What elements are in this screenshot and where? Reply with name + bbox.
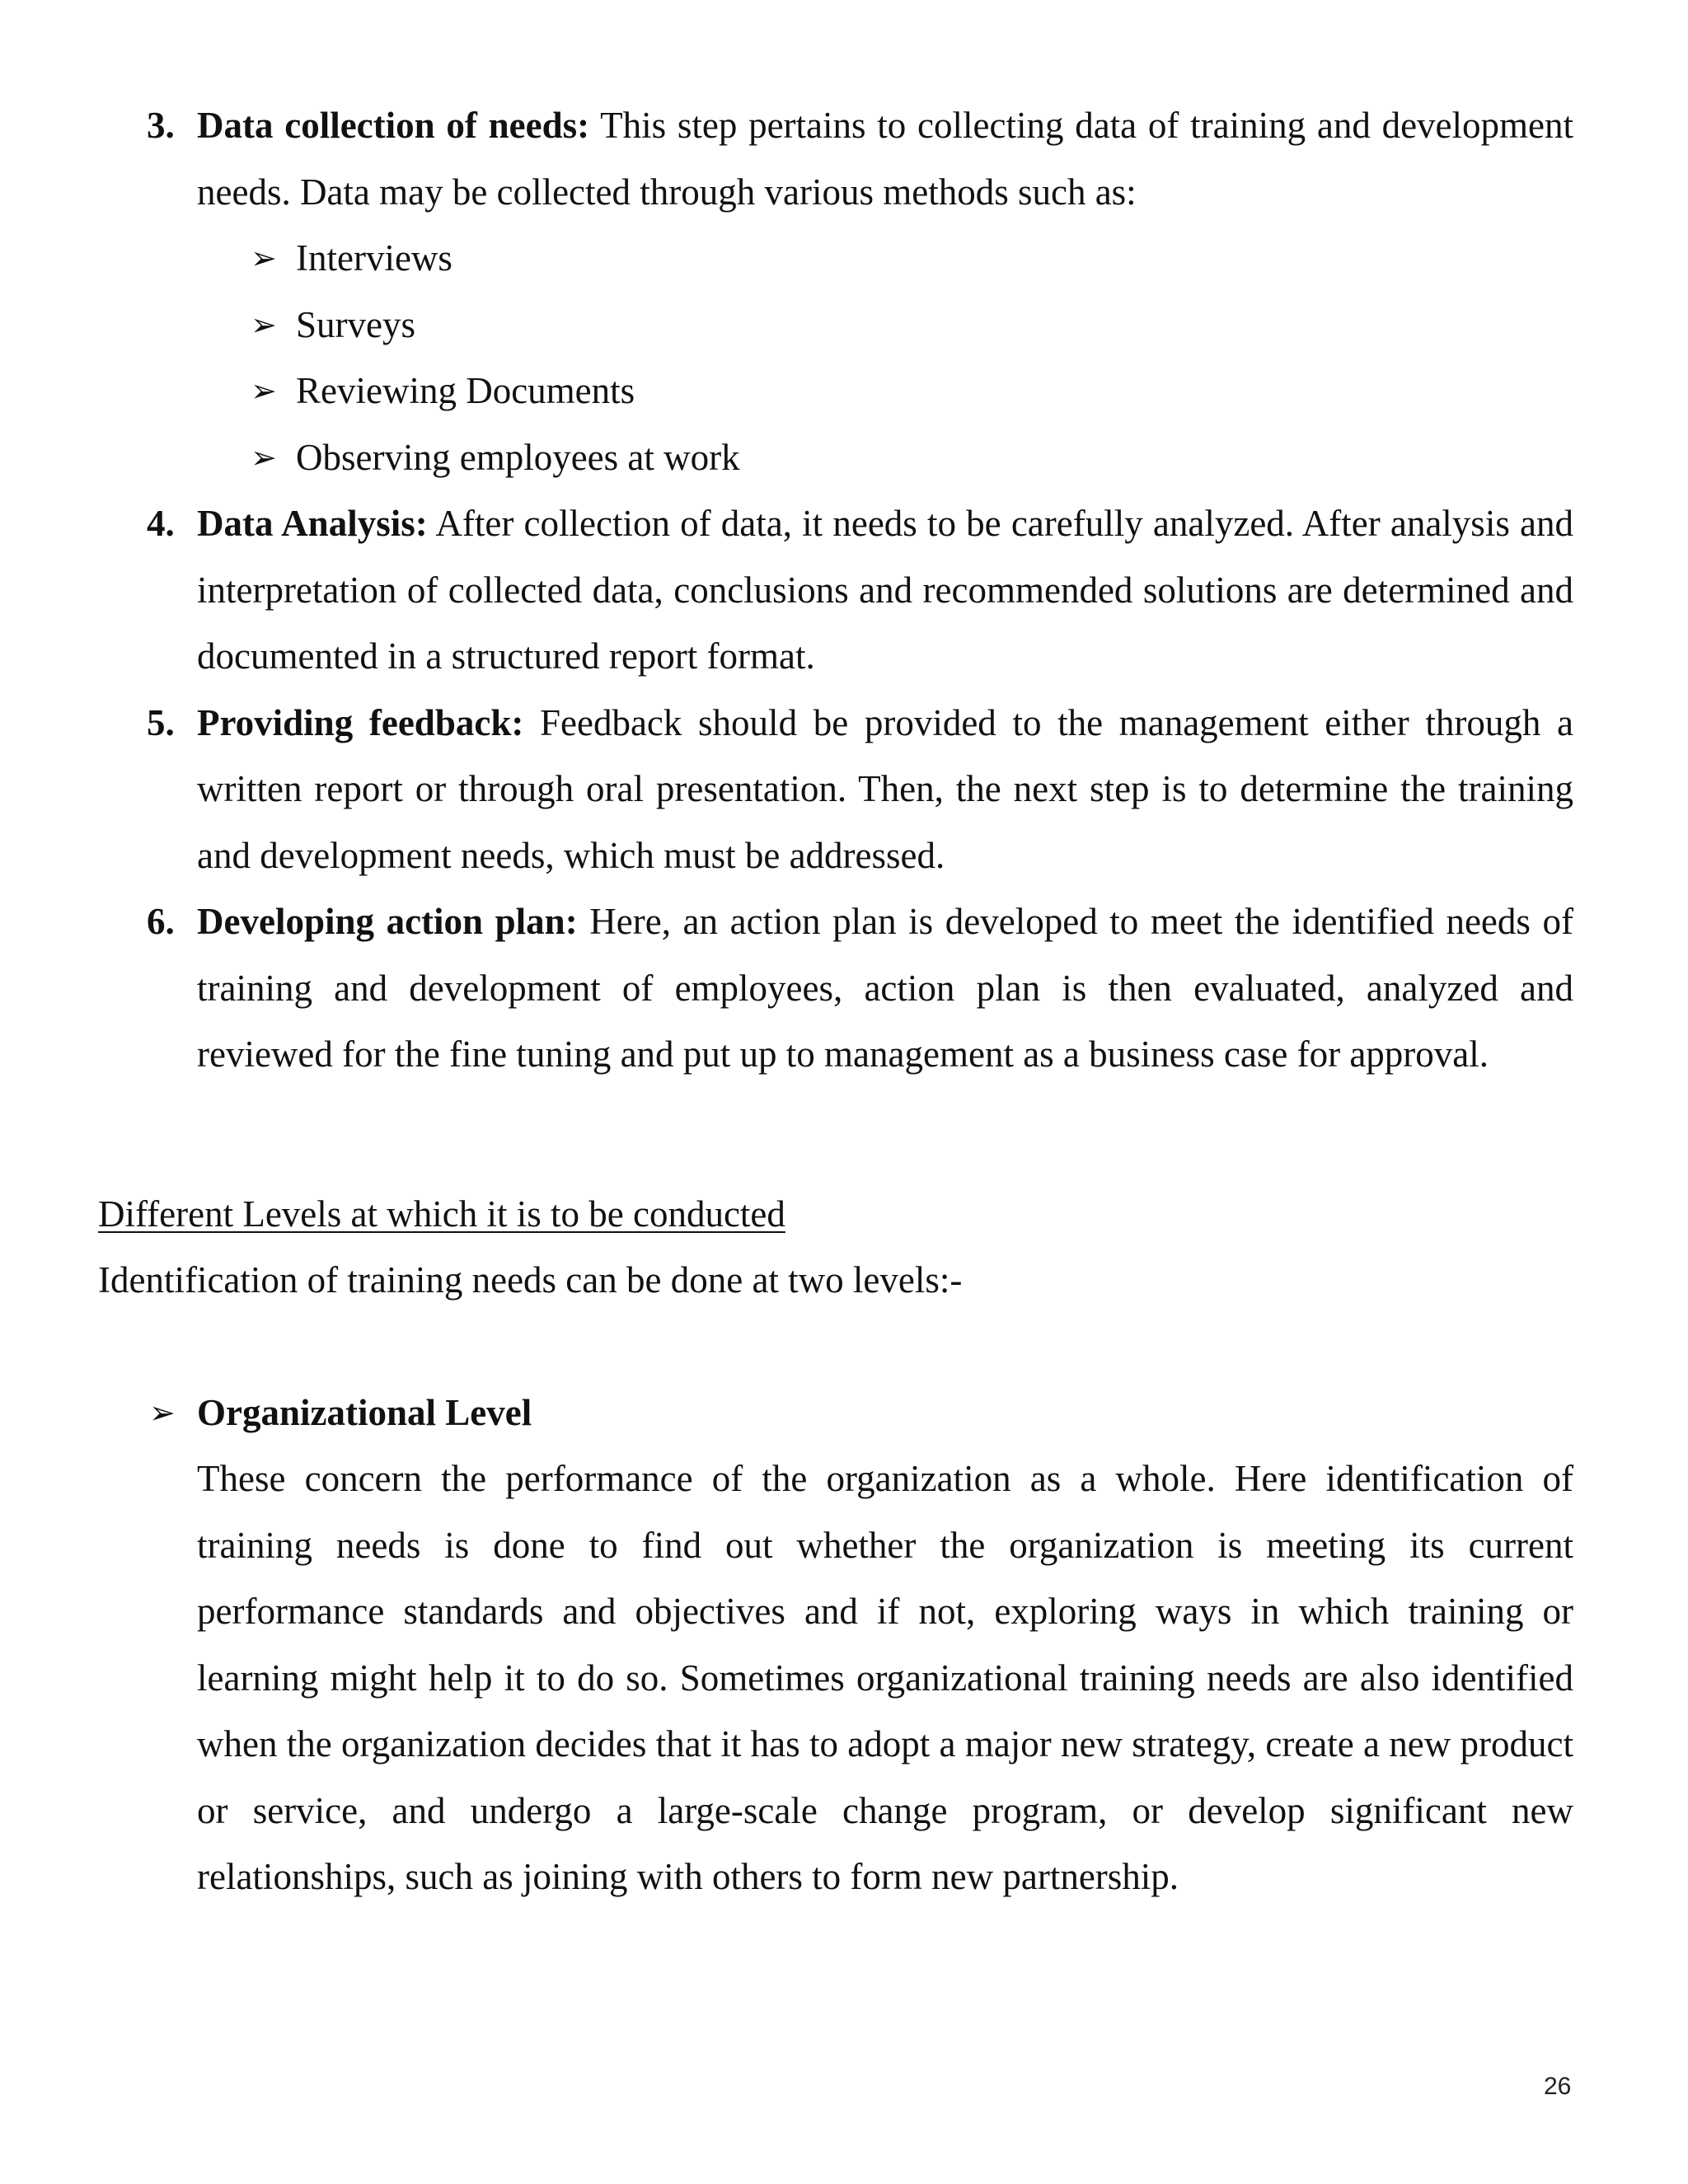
list-item-data-analysis	[98, 490, 1573, 690]
item-text: Feedback should be provided to the management either through a written report or through oral presentation. Then, the next step is to determine the training and development needs, which must be addressed.	[197, 701, 1573, 876]
bullet-text: Reviewing Documents	[296, 370, 635, 411]
item-number: 6.	[147, 901, 175, 942]
list-item-action-plan	[98, 888, 1573, 1088]
list-item-data-collection	[98, 92, 1573, 225]
item-number: 3.	[147, 105, 175, 146]
bullet-text: Interviews	[296, 237, 452, 279]
bullet-text: Surveys	[296, 303, 415, 345]
organizational-level-item	[98, 1380, 1573, 1446]
arrow-bullet-icon: ➢	[251, 373, 277, 409]
item-lead: Data collection of needs:	[197, 105, 590, 146]
page-content	[98, 92, 1573, 1910]
bullet-item	[98, 292, 1573, 359]
arrow-bullet-icon: ➢	[251, 240, 277, 276]
section-heading: Different Levels at which it is to be conducted	[98, 1193, 785, 1235]
item-lead: Providing feedback:	[197, 701, 524, 743]
item-lead: Data Analysis:	[197, 503, 428, 544]
page-number: 26	[1544, 2073, 1572, 2100]
item-number: 4.	[147, 503, 175, 544]
bullet-item	[98, 225, 1573, 292]
sub-title: Organizational Level	[197, 1391, 532, 1433]
arrow-bullet-icon: ➢	[251, 438, 277, 476]
arrow-bullet-icon: ➢	[251, 306, 277, 343]
spacer	[98, 1088, 1573, 1181]
item-text: Here, an action plan is developed to meet the identified needs of training and development of employees, action plan is then evaluated, analyzed and reviewed for the fine tuning and put up to management as a business case for approval.	[197, 901, 1573, 1075]
spacer	[98, 1314, 1573, 1380]
item-text: This step pertains to collecting data of training and development needs. Data may be collected through various methods such as:	[197, 105, 1574, 213]
arrow-bullet-icon: ➢	[149, 1394, 176, 1431]
bullet-item	[98, 424, 1573, 491]
section-intro: Identification of training needs can be done at two levels:-	[98, 1259, 963, 1301]
item-text: After collection of data, it needs to be carefully analyzed. After analysis and interpretation of collected data, conclusions and recommended solutions are determined and documented in a structured report format.	[197, 503, 1573, 677]
bullet-item	[98, 358, 1573, 424]
item-lead: Developing action plan:	[197, 901, 578, 942]
list-item-providing-feedback	[98, 690, 1573, 889]
organizational-level-paragraph: These concern the performance of the organization as a whole. Here identification of training needs is done to find out whether the organization is meeting its current performance standards and objectives and if not, exploring ways in which training or learning might help it to do so. Sometimes organizational training needs are also identified when the organization decides that it has to adopt a major new strategy, create a new product or service, and undergo a large-scale change program, or develop significant new relationships, such as joining with others to form new partnership.	[197, 1458, 1573, 1897]
bullet-text: Observing employees at work	[296, 436, 740, 478]
item-number: 5.	[147, 701, 175, 743]
collection-methods-list	[98, 225, 1573, 490]
